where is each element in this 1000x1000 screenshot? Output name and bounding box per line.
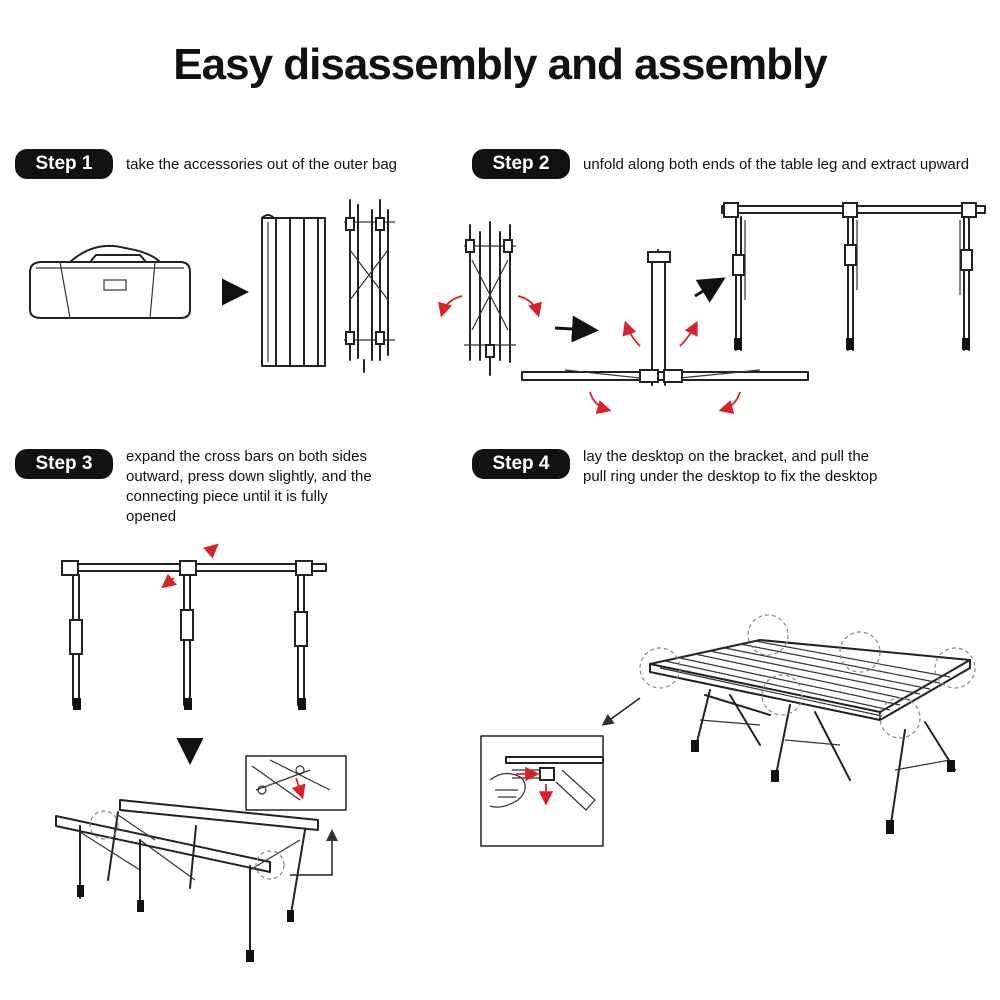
- caption-line: pull ring under the desktop to fix the desktop: [583, 468, 878, 485]
- rotate-arrow: [680, 324, 696, 346]
- next-arrow: [555, 328, 590, 330]
- half-unfolded-frame: [522, 250, 808, 385]
- folded-frame: [344, 200, 395, 372]
- rotate-arrow: [590, 392, 608, 410]
- upright-frame: [722, 203, 985, 350]
- assembled-table: [640, 615, 975, 834]
- step-3-badge: Step 3: [15, 449, 113, 479]
- frame-3d: [56, 800, 318, 962]
- folded-frame-step2: [464, 222, 516, 375]
- expand-arrow: [208, 546, 216, 553]
- caption-line: connecting piece until it is fully: [126, 488, 328, 505]
- tabletop-roll: [262, 215, 325, 366]
- detail-pointer: [290, 832, 332, 875]
- rotate-arrow-right: [518, 296, 538, 314]
- detail-inset: [246, 756, 346, 810]
- caption-line: expand the cross bars on both sides: [126, 448, 367, 465]
- step-4-badge: Step 4: [472, 449, 570, 479]
- caption-line: outward, press down slightly, and the: [126, 468, 372, 485]
- caption-line: unfold along both ends of the table leg and extract upward: [583, 156, 970, 173]
- expand-arrow: [164, 578, 174, 586]
- next-arrow: [695, 282, 718, 296]
- detail-pointer: [604, 698, 640, 724]
- rotate-arrow: [626, 324, 640, 346]
- step-2-badge: Step 2: [472, 149, 570, 179]
- caption-line: lay the desktop on the bracket, and pull the: [583, 448, 870, 465]
- pull-ring-inset: [481, 736, 603, 846]
- step-1-badge: Step 1: [15, 149, 113, 179]
- frame-expand: [62, 561, 326, 710]
- carry-bag: [30, 246, 190, 318]
- caption-line: opened: [126, 508, 177, 525]
- rotate-arrow: [722, 392, 740, 410]
- caption-line: take the accessories out of the outer bag: [126, 156, 398, 173]
- page-title: Easy disassembly and assembly: [173, 40, 827, 89]
- rotate-arrow-left: [442, 296, 462, 314]
